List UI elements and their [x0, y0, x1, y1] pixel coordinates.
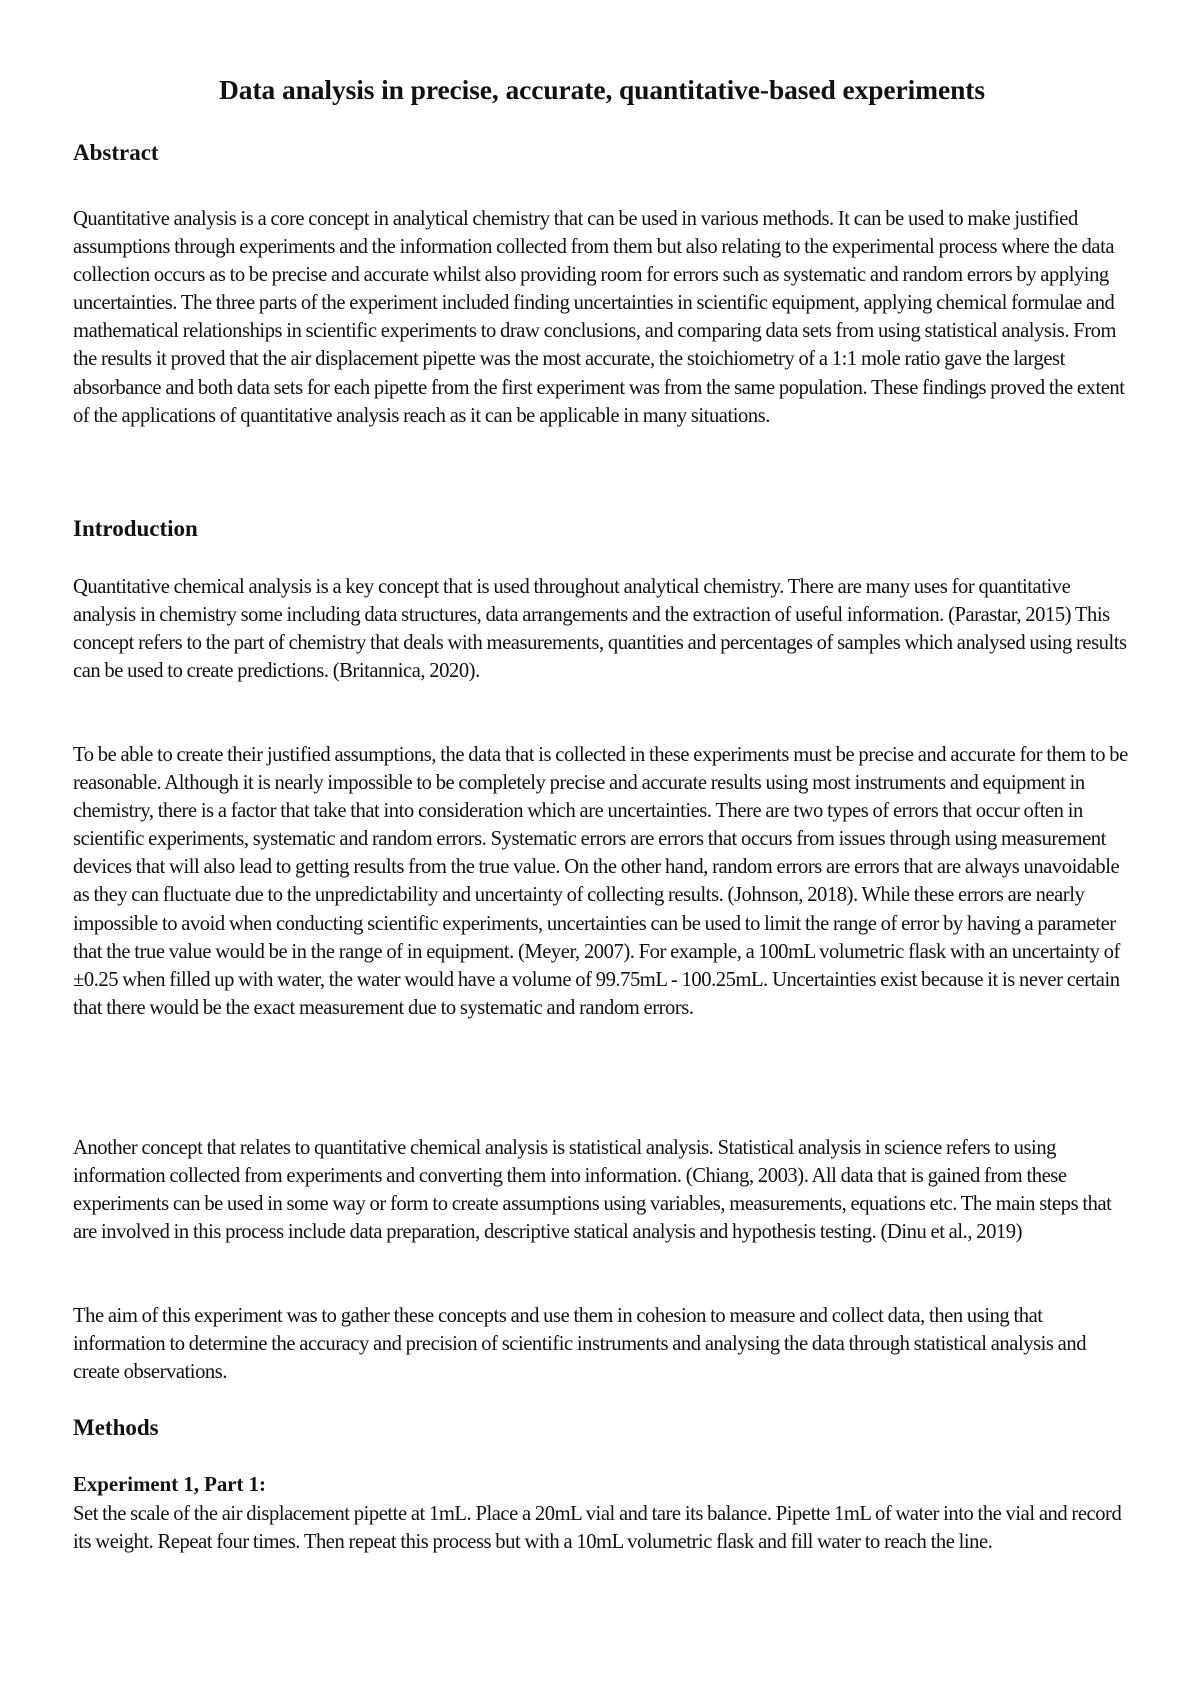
abstract-heading: Abstract	[73, 140, 159, 165]
introduction-paragraph-1: Quantitative chemical analysis is a key concept that is used throughout analytical chemistry. There are many uses for quantitative analysis in chemistry some including data structures, data arrangements and the extraction of useful information. (Parastar, 2015) This concept refers to the part of chemistry that deals with measurements, quantities and percentages of samples which analysed using results can be used to create predictions. (Britannica, 2020).	[73, 576, 1127, 683]
experiment-1-part-1-text: Set the scale of the air displacement pipette at 1mL. Place a 20mL vial and tare its balance. Pipette 1mL of water into the vial and record its weight. Repeat four times. Then repeat this process but with a 10mL volumetric flask and fill water to reach the line.	[73, 1503, 1122, 1554]
document-title: Data analysis in precise, accurate, quantitative-based experiments	[219, 74, 985, 105]
methods-heading: Methods	[73, 1415, 159, 1440]
introduction-paragraph-4: The aim of this experiment was to gather these concepts and use them in cohesion to measure and collect data, then using that information to determine the accuracy and precision of scientific instruments and analysing the data through statistical analysis and create observations.	[73, 1305, 1087, 1384]
introduction-paragraph-2: To be able to create their justified assumptions, the data that is collected in these experiments must be precise and accurate for them to be reasonable. Although it is nearly impossible to be completely precise and accurate results using most instruments and equipment in chemistry, there is a factor that take that into consideration which are uncertainties. There are two types of errors that occur often in scientific experiments, systematic and random errors. Systematic errors are errors that occurs from issues through using measurement devices that will also lead to getting results from the true value. On the other hand, random errors are errors that are always unavoidable as they can fluctuate due to the unpredictability and uncertainty of collecting results. (Johnson, 2018). While these errors are nearly impossible to avoid when conducting scientific experiments, uncertainties can be used to limit the range of error by having a parameter that the true value would be in the range of in equipment. (Meyer, 2007). For example, a 100mL volumetric flask with an uncertainty of ±0.25 when filled up with water, the water would have a volume of 99.75mL - 100.25mL. Uncertainties exist because it is never certain that there would be the exact measurement due to systematic and random errors.	[73, 744, 1128, 1019]
introduction-heading: Introduction	[73, 516, 198, 541]
introduction-paragraph-3: Another concept that relates to quantitative chemical analysis is statistical analysis. Statistical analysis in science refers to using information collected from experiments and converting them into information. (Chiang, 2003). All data that is gained from these experiments can be used in some way or form to create assumptions using variables, measurements, equations etc. The main steps that are involved in this process include data preparation, descriptive statical analysis and hypothesis testing. (Dinu et al., 2019)	[73, 1137, 1112, 1244]
abstract-paragraph: Quantitative analysis is a core concept in analytical chemistry that can be used in various methods. It can be used to make justified assumptions through experiments and the information collected from them but also relating to the experimental process where the data collection occurs as to be precise and accurate whilst also providing room for errors such as systematic and random errors by applying uncertainties. The three parts of the experiment included finding uncertainties in scientific equipment, applying chemical formulae and mathematical relationships in scientific experiments to draw conclusions, and comparing data sets from using statistical analysis. From the results it proved that the air displacement pipette was the most accurate, the stoichiometry of a 1:1 mole ratio gave the largest absorbance and both data sets for each pipette from the first experiment was from the same population. These findings proved the extent of the applications of quantitative analysis reach as it can be applicable in many situations.	[73, 208, 1125, 427]
experiment-1-part-1-heading: Experiment 1, Part 1:	[73, 1473, 266, 1496]
